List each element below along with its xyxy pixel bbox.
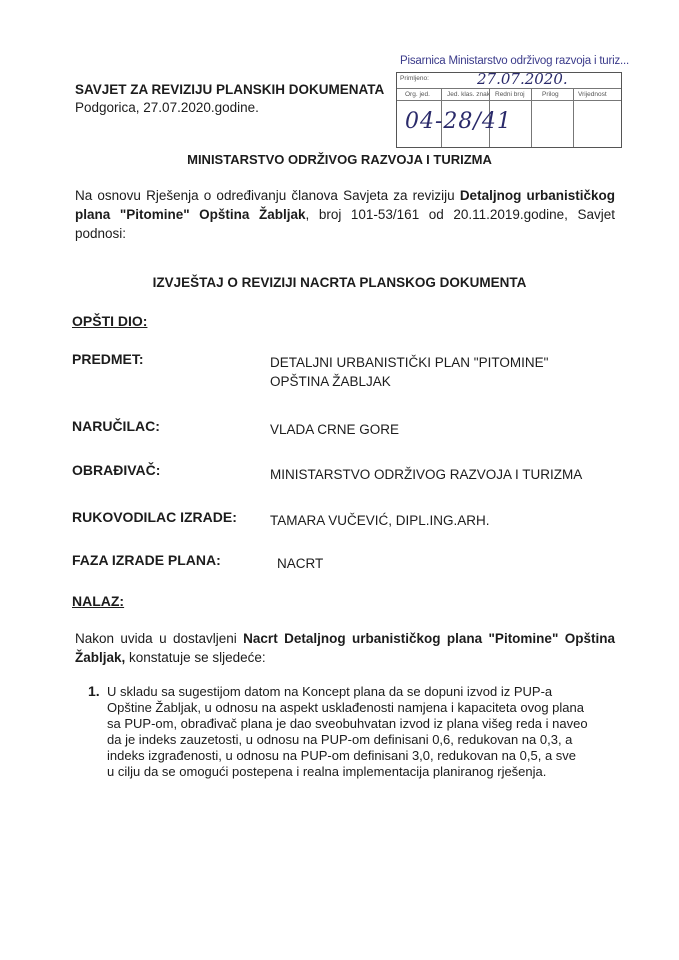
phase-label: FAZA IZRADE PLANA: bbox=[72, 552, 221, 568]
findings-plan-name: Nacrt Detaljnog urbanističkog plana "Pitomine" Opština Žabljak, bbox=[75, 631, 615, 665]
client-label: NARUČILAC: bbox=[72, 418, 160, 434]
intro-text: Na osnovu Rješenja o određivanju članova Savjeta za reviziju bbox=[75, 188, 460, 203]
stamp-box bbox=[396, 72, 622, 148]
recipient-title: MINISTARSTVO ODRŽIVOG RAZVOJA I TURIZMA bbox=[187, 152, 492, 167]
finding-line: sa PUP-om, obrađivač plana je dao sveobuhvatan izvod iz plana višeg reda i naveo bbox=[107, 716, 588, 731]
registry-stamp bbox=[396, 50, 672, 146]
intro-plan-name: Detaljnog urbanističkog plana "Pitomine" Opština Žabljak bbox=[75, 188, 615, 222]
stamp-number: 04-28/41 bbox=[405, 109, 512, 134]
place-date: Podgorica, 27.07.2020.godine. bbox=[75, 100, 259, 115]
subject-value bbox=[270, 353, 548, 391]
general-heading: OPŠTI DIO: bbox=[72, 313, 148, 329]
report-title: IZVJEŠTAJ O REVIZIJI NACRTA PLANSKOG DOKUMENTA bbox=[152, 275, 527, 290]
stamp-col-prilog: Prilog bbox=[542, 91, 559, 98]
subject-label: PREDMET: bbox=[72, 351, 144, 367]
lead-label: RUKOVODILAC IZRADE: bbox=[72, 509, 237, 525]
stamp-col-org: Org. jed. bbox=[405, 91, 430, 98]
stamp-divider bbox=[397, 100, 621, 101]
stamp-received-date: 27.07.2020. bbox=[477, 70, 568, 88]
finding-number: 1. bbox=[88, 683, 100, 699]
stamp-col-redni: Redni broj bbox=[495, 91, 525, 98]
findings-intro-end: konstatuje se sljedeće: bbox=[125, 650, 266, 665]
finding-line: Opštine Žabljak, u odnosu na aspekt usklađenosti namjena i kapaciteta ovog plana bbox=[107, 700, 584, 715]
lead-value: TAMARA VUČEVIĆ, DIPL.ING.ARH. bbox=[270, 513, 490, 528]
stamp-column-line bbox=[531, 88, 532, 147]
author-value: MINISTARSTVO ODRŽIVOG RAZVOJA I TURIZMA bbox=[270, 467, 583, 482]
finding-text bbox=[107, 684, 612, 780]
phase-value: NACRT bbox=[277, 556, 324, 571]
stamp-title: Pisarnica Ministarstvo održivog razvoja i turiz... bbox=[400, 55, 630, 67]
intro-paragraph bbox=[75, 186, 615, 243]
finding-line: U skladu sa sugestijom datom na Koncept plana da se dopuni izvod iz PUP-a bbox=[107, 684, 553, 699]
findings-intro-text: Nakon uvida u dostavljeni bbox=[75, 631, 244, 646]
finding-line: u cilju da se omogući postepena i realna implementacija planiranog rješenja. bbox=[107, 764, 547, 779]
subject-value-line: DETALJNI URBANISTIČKI PLAN "PITOMINE" bbox=[270, 355, 549, 370]
stamp-col-jed: Jed. klas. znak bbox=[447, 91, 490, 98]
findings-intro bbox=[75, 629, 615, 667]
finding-line: indeks izgrađenosti, u odnosu na PUP-om definisani 3,0, redukovan na 0,5, a sve bbox=[107, 748, 577, 763]
stamp-received-label: Primljeno: bbox=[400, 75, 429, 82]
intro-text-end: , broj 101-53/161 od 20.11.2019.godine, Savjet podnosi: bbox=[75, 207, 616, 241]
finding-line: da je indeks zauzetosti, u odnosu na PUP-om definisani 0,6, redukovan na 0,3, a bbox=[107, 732, 573, 747]
stamp-column-line bbox=[573, 88, 574, 147]
author-label: OBRAĐIVAČ: bbox=[72, 462, 161, 478]
stamp-divider bbox=[397, 88, 621, 89]
client-value: VLADA CRNE GORE bbox=[270, 422, 400, 437]
council-name: SAVJET ZA REVIZIJU PLANSKIH DOKUMENATA bbox=[75, 82, 385, 97]
subject-value-line: OPŠTINA ŽABLJAK bbox=[270, 374, 391, 389]
findings-heading: NALAZ: bbox=[72, 593, 125, 609]
stamp-col-vrijednost: Vrijednost bbox=[578, 91, 607, 98]
